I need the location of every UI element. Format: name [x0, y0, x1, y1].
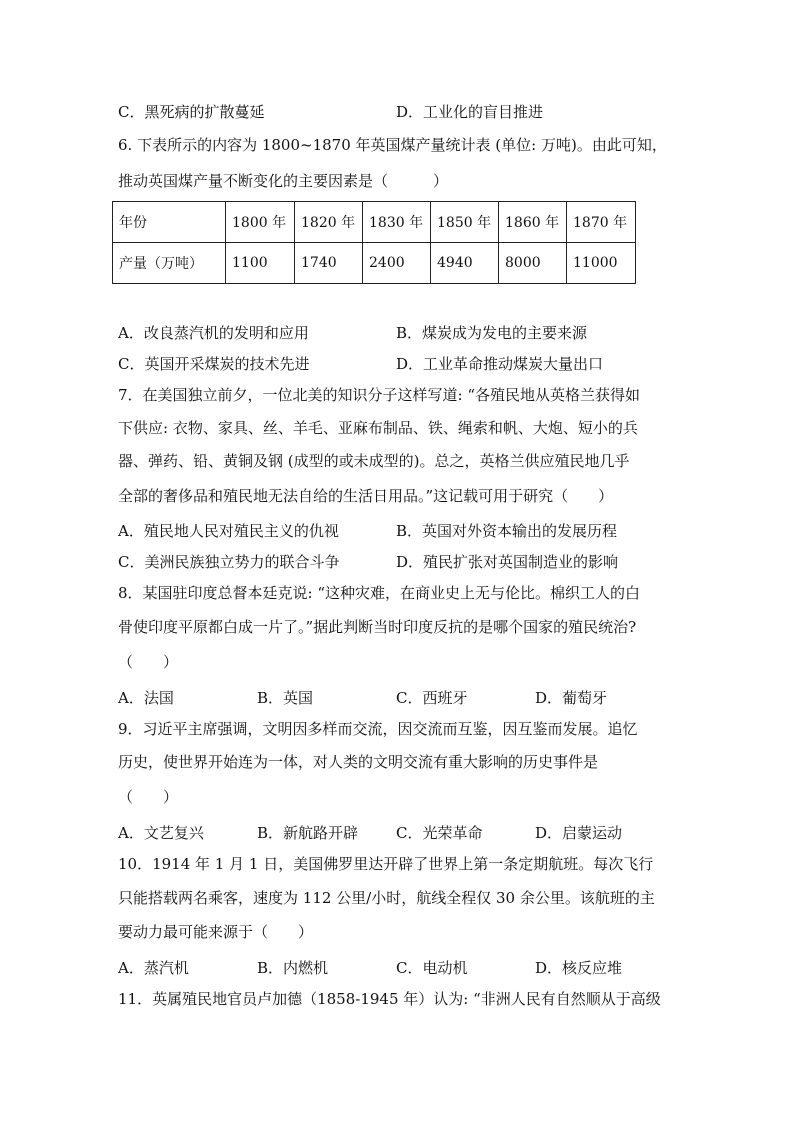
table-cell-value: 4940 [431, 243, 499, 284]
q8-line1: 8．某国驻印度总督本廷克说: “这种灾难，在商业史上无与伦比。棉织工人的白 [118, 584, 641, 602]
table-cell-year: 1860 年 [499, 202, 567, 243]
table-header-label: 年份 [113, 202, 226, 243]
table-cell-year: 1850 年 [431, 202, 499, 243]
coal-production-table [112, 201, 636, 284]
q9-line2: 历史，使世界开始连为一体，对人类的文明交流有重大影响的历史事件是 [118, 753, 599, 771]
q10-line1: 10．1914 年 1 月 1 日，美国佛罗里达开辟了世界上第一条定期航班。每次飞行 [118, 855, 654, 873]
table-cell-value: 1100 [226, 243, 295, 284]
q8-line2: 骨使印度平原都白成一片了。”据此判断当时印度反抗的是哪个国家的殖民统治? [118, 618, 637, 636]
table-cell-value: 2400 [363, 243, 431, 284]
q9-line1: 9．习近平主席强调，文明因多样而交流，因交流而互鉴，因互鉴而发展。追忆 [118, 720, 638, 738]
table-cell-value: 11000 [567, 243, 636, 284]
q10-option-b: B．内燃机 [257, 959, 329, 977]
q11-line1: 11．英属殖民地官员卢加德（1858-1945 年）认为: “非洲人民有自然顺从于高级 [118, 990, 661, 1008]
table-row-year [113, 202, 636, 243]
q9-option-a: A．文艺复兴 [118, 824, 204, 842]
q9-option-c: C．光荣革命 [396, 824, 483, 842]
q8-line3: （ ） [118, 653, 179, 671]
q6-option-b: B．煤炭成为发电的主要来源 [396, 324, 588, 342]
table-row-label: 产量（万吨） [113, 243, 226, 284]
q9-line3: （ ） [118, 788, 179, 806]
q10-option-a: A．蒸汽机 [118, 959, 189, 977]
table-cell-year: 1830 年 [363, 202, 431, 243]
q8-option-c: C．西班牙 [396, 689, 468, 707]
q5-option-d: D．工业化的盲目推进 [396, 103, 544, 121]
q6-option-a: A．改良蒸汽机的发明和应用 [118, 324, 309, 342]
q7-line2: 下供应: 衣物、家具、丝、羊毛、亚麻布制品、铁、绳索和帆、大炮、短小的兵 [118, 419, 638, 437]
q7-option-b: B．英国对外资本输出的发展历程 [396, 522, 618, 540]
q7-line1: 7．在美国独立前夕，一位北美的知识分子这样写道: “各殖民地从英格兰获得如 [118, 386, 641, 404]
q7-line3: 器、弹药、铅、黄铜及钢 (成型的或未成型的)。总之，英格兰供应殖民地几乎 [118, 452, 630, 470]
table-cell-year: 1800 年 [226, 202, 295, 243]
q5-option-c: C．黑死病的扩散蔓延 [118, 103, 265, 121]
q10-option-d: D．核反应堆 [535, 959, 623, 977]
table-cell-year: 1870 年 [567, 202, 636, 243]
q6-option-d: D．工业革命推动煤炭大量出口 [396, 355, 604, 373]
q9-option-b: B．新航路开辟 [257, 824, 359, 842]
q10-line2: 只能搭载两名乘客，速度为 112 公里/小时，航线全程仅 30 余公里。该航班的主 [118, 889, 655, 907]
q10-option-c: C．电动机 [396, 959, 468, 977]
q7-line4: 全部的奢侈品和殖民地无法自给的生活日用品。”这记载可用于研究（ ） [118, 487, 614, 505]
table-cell-value: 1740 [295, 243, 363, 284]
q6-stem-line1: 6. 下表所示的内容为 1800~1870 年英国煤产量统计表 (单位: 万吨)。由此可知， [118, 136, 667, 154]
table-row-output [113, 243, 636, 284]
q6-stem-line2: 推动英国煤产量不断变化的主要因素是（ ） [118, 172, 449, 190]
q8-option-a: A．法国 [118, 689, 174, 707]
q10-line3: 要动力最可能来源于（ ） [118, 923, 314, 941]
q8-option-b: B．英国 [257, 689, 314, 707]
q7-option-a: A．殖民地人民对殖民主义的仇视 [118, 522, 339, 540]
q9-option-d: D．启蒙运动 [535, 824, 623, 842]
table-cell-year: 1820 年 [295, 202, 363, 243]
q7-option-c: C．美洲民族独立势力的联合斗争 [118, 553, 340, 571]
q7-option-d: D．殖民扩张对英国制造业的影响 [396, 553, 619, 571]
q8-option-d: D．葡萄牙 [535, 689, 608, 707]
q6-option-c: C．英国开采煤炭的技术先进 [118, 355, 310, 373]
table-cell-value: 8000 [499, 243, 567, 284]
